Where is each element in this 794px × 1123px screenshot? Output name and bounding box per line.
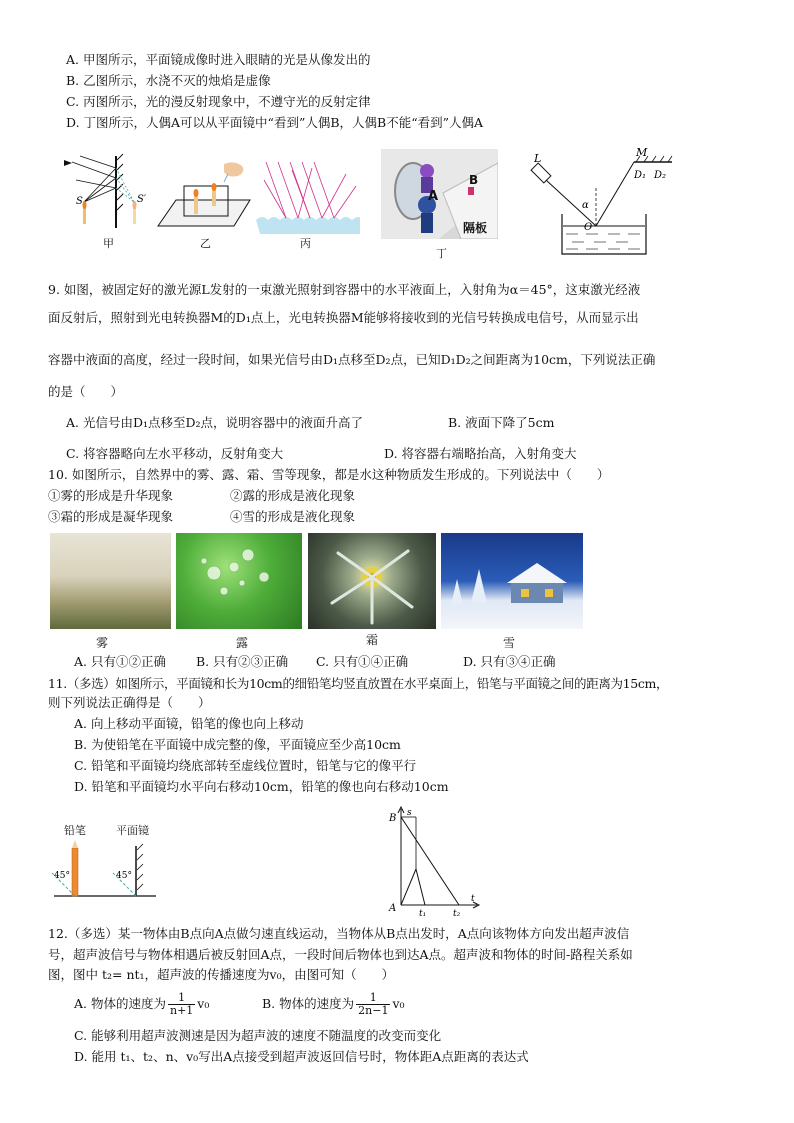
q10-statement-2: ②露的形成是液化现象	[230, 488, 356, 503]
figure-laser	[516, 148, 676, 258]
q10-statement-4: ④雪的形成是液化现象	[230, 509, 356, 524]
graph-label-a: A	[389, 903, 397, 914]
label-s: S	[76, 196, 83, 207]
caption-frost: 霜	[366, 633, 379, 647]
graph-label-t: t	[471, 894, 475, 904]
q10-option-a: A. 只有①②正确	[74, 654, 166, 669]
q11-option-d: D. 铅笔和平面镜均水平向右移动10cm，铅笔的像也向右移动10cm	[74, 779, 449, 794]
figure-st-graph	[385, 805, 485, 920]
q12-option-a-prefix: A. 物体的速度为	[74, 996, 166, 1011]
q9-line3: 容器中液面的高度，经过一段时间，如果光信号由D₁点移至D₂点，已知D₁D₂之间距离为10cm，下列说法正确	[48, 352, 656, 367]
q8-option-b: B. 乙图所示，水浇不灭的烛焰是虚像	[66, 73, 271, 88]
label-laser-alpha: α	[582, 200, 589, 211]
q11-option-b: B. 为使铅笔在平面镜中成完整的像，平面镜应至少高10cm	[74, 737, 401, 752]
q12-option-b-suffix: v₀	[392, 996, 405, 1011]
q9-line4: 的是（ ）	[48, 384, 124, 399]
caption-yi: 乙	[200, 237, 211, 250]
q12-option-a-suffix: v₀	[197, 996, 210, 1011]
caption-fog: 雾	[96, 636, 109, 650]
q8-option-c: C. 丙图所示，光的漫反射现象中，不遵守光的反射定律	[66, 94, 371, 109]
q10-option-d: D. 只有③④正确	[463, 654, 556, 669]
q12-option-b-prefix: B. 物体的速度为	[262, 996, 355, 1011]
q12-line3: 图，图中 t₂= nt₁，超声波的传播速度为v₀，由图可知（ ）	[48, 967, 395, 982]
label-ding-board: 隔板	[463, 221, 488, 235]
q12-line2: 号，超声波信号与物体相遇后被反射回A点，一段时间后物体也到达A点。超声波和物体的时间-路程关系如	[48, 947, 633, 962]
label-mirror: 平面镜	[116, 824, 149, 837]
q12-option-a	[74, 990, 209, 1018]
q9-line2: 面反射后，照射到光电转换器M的D₁点上，光电转换器M能够将接收到的光信号转换成电信号，从而显示出	[48, 310, 639, 325]
caption-dew: 露	[236, 636, 249, 650]
q12-option-d: D. 能用 t₁、t₂、n、v₀写出A点接受到超声波返回信号时，物体距A点距离的表达式	[74, 1049, 529, 1064]
label-s-prime: S′	[137, 194, 147, 205]
label-laser-o: O	[584, 222, 593, 233]
q12-option-a-fraction	[168, 992, 195, 1017]
label-pencil: 铅笔	[64, 824, 86, 837]
q12-option-b-denominator: 2n−1	[358, 1004, 389, 1017]
q9-option-a: A. 光信号由D₁点移至D₂点，说明容器中的液面升高了	[66, 415, 364, 430]
q9-option-d: D. 将容器右端略抬高，入射角变大	[384, 446, 577, 461]
photo-snow	[441, 533, 583, 629]
photo-fog	[50, 533, 171, 629]
q10-statement-3: ③霜的形成是凝华现象	[48, 509, 174, 524]
graph-label-t1: t₁	[419, 909, 427, 919]
q12-option-b-numerator: 1	[356, 992, 390, 1005]
q12-option-b-fraction	[356, 992, 390, 1017]
q12-option-a-numerator: 1	[168, 992, 195, 1005]
figure-jia	[58, 152, 150, 234]
label-laser-m: M	[636, 148, 648, 159]
q9-option-c: C. 将容器略向左水平移动，反射角变大	[66, 446, 284, 461]
q8-option-a: A. 甲图所示，平面镜成像时进入眼睛的光是从像发出的	[66, 52, 371, 67]
label-laser-l: L	[534, 152, 542, 165]
label-angle-2: 45°	[116, 871, 132, 881]
figure-yi	[154, 160, 252, 232]
figure-pencil-mirror	[50, 838, 160, 900]
q10-option-b: B. 只有②③正确	[196, 654, 289, 669]
figure-bing	[256, 160, 360, 234]
q9-option-b: B. 液面下降了5cm	[448, 415, 555, 430]
q11-line1: 11.（多选）如图所示，平面镜和长为10cm的细铅笔均竖直放置在水平桌面上，铅笔与平面镜之间的距离为15cm，	[48, 676, 669, 691]
caption-jia: 甲	[103, 237, 114, 250]
q11-option-a: A. 向上移动平面镜，铅笔的像也向上移动	[74, 716, 304, 731]
label-angle-1: 45°	[54, 871, 70, 881]
photo-frost	[308, 533, 436, 629]
q12-line1: 12.（多选）某一物体由B点向A点做匀速直线运动，当物体从B点出发时，A点向该物体方向发出超声波信	[48, 926, 630, 941]
photo-dew	[176, 533, 302, 629]
caption-snow: 雪	[503, 636, 516, 650]
caption-ding: 丁	[436, 247, 447, 260]
q8-option-d: D. 丁图所示，人偶A可以从平面镜中“看到”人偶B，人偶B不能“看到”人偶A	[66, 115, 484, 130]
figure-ding-photo	[381, 149, 498, 239]
graph-label-t2: t₂	[453, 909, 461, 919]
graph-label-b: B	[389, 813, 397, 824]
q9-line1: 9. 如图，被固定好的激光源L发射的一束激光照射到容器中的水平液面上，入射角为α＝45°，这束激光经液	[48, 282, 641, 297]
q12-option-b	[262, 990, 405, 1018]
q10-line1: 10. 如图所示，自然界中的雾、露、霜、雪等现象，都是水这种物质发生形成的。下列说法中（ ）	[48, 467, 610, 482]
q10-statement-1: ①雾的形成是升华现象	[48, 488, 174, 503]
label-ding-b: B	[469, 173, 479, 187]
graph-label-s: s	[407, 808, 412, 818]
label-laser-d1: D₁	[634, 170, 647, 181]
q11-option-c: C. 铅笔和平面镜均绕底部转至虚线位置时，铅笔与它的像平行	[74, 758, 417, 773]
label-laser-d2: D₂	[654, 170, 667, 181]
q12-option-a-denominator: n+1	[169, 1004, 194, 1017]
label-ding-a: A	[428, 189, 439, 204]
q10-option-c: C. 只有①④正确	[316, 654, 409, 669]
q11-line2: 则下列说法正确得是（ ）	[48, 695, 211, 710]
q12-option-c: C. 能够利用超声波测速是因为超声波的速度不随温度的改变而变化	[74, 1028, 442, 1043]
caption-bing: 丙	[300, 237, 311, 250]
